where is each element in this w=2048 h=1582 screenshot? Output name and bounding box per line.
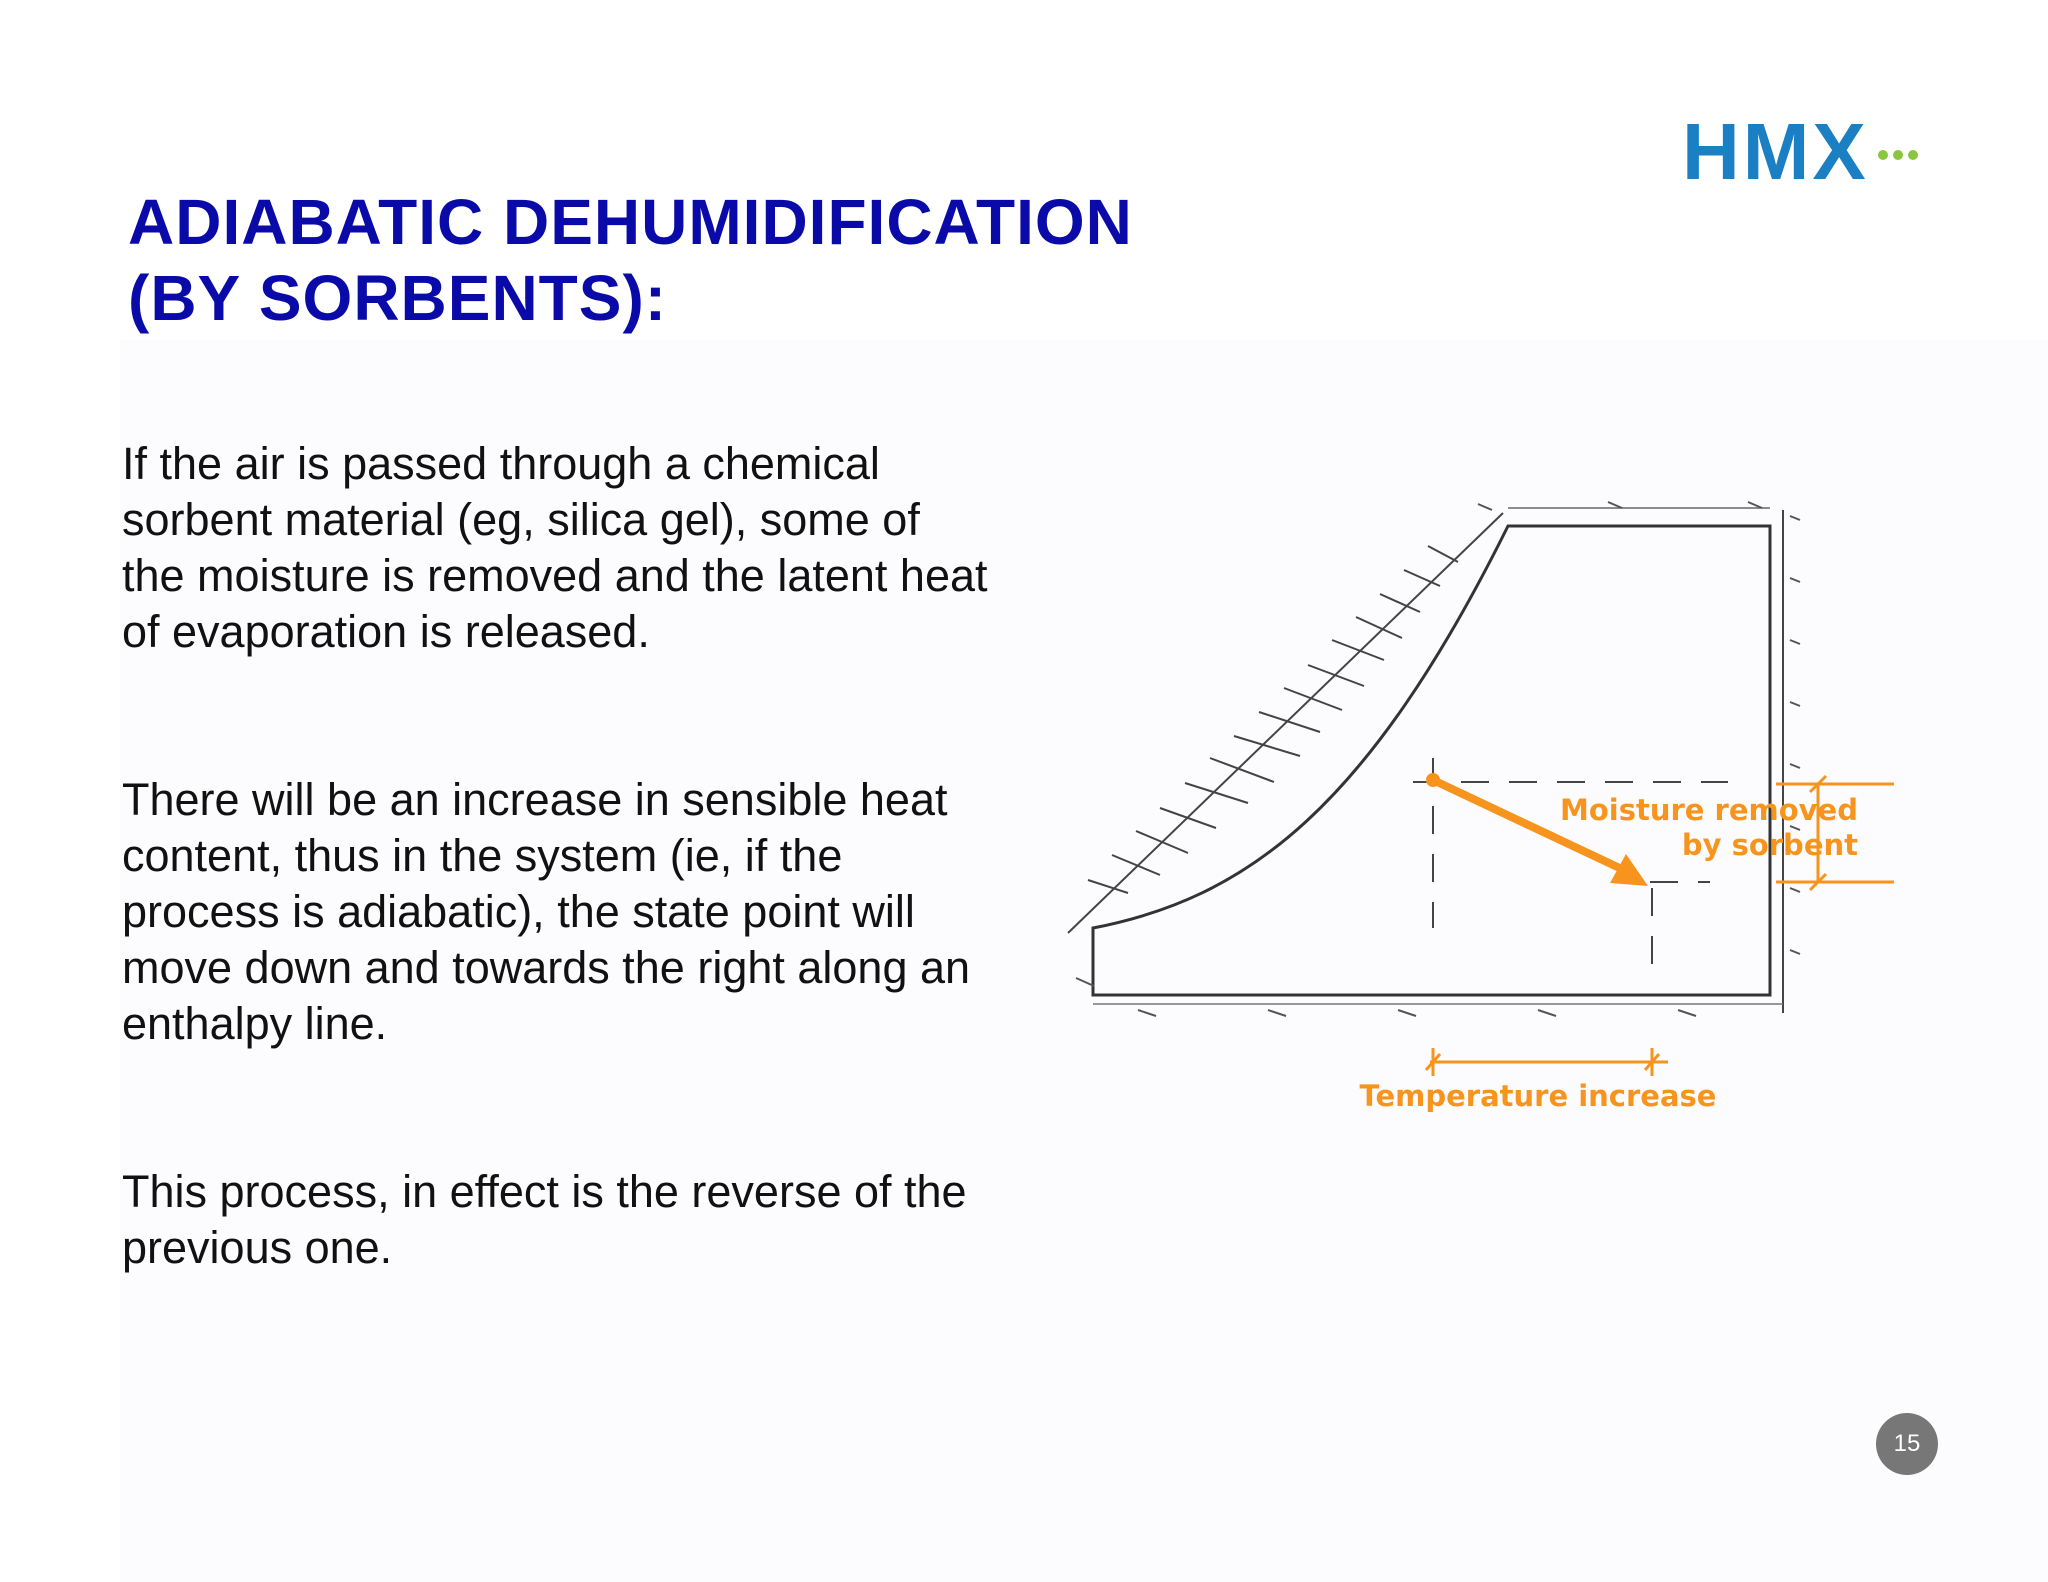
- moisture-label-line2: by sorbent: [1681, 828, 1858, 862]
- paragraph-line: content, thus in the system (ie, if the: [122, 830, 843, 881]
- page-number: 15: [1893, 1430, 1921, 1457]
- axis-ticks: [1076, 502, 1800, 1016]
- paragraph-reverse-process: [122, 1164, 1042, 1276]
- temperature-dimension: [1426, 1048, 1668, 1076]
- paragraph-line: If the air is passed through a chemical: [122, 438, 880, 489]
- slide-title-line: ADIABATIC DEHUMIDIFICATION: [128, 186, 1133, 258]
- slide-title-line: (BY SORBENTS):: [128, 262, 668, 334]
- logo-dot: [1908, 150, 1918, 160]
- paragraph-line: of evaporation is released.: [122, 606, 650, 657]
- logo-dots: [1878, 150, 1918, 160]
- hmx-logo: [1682, 107, 1932, 196]
- logo-dot: [1878, 150, 1888, 160]
- page-number-badge: [1876, 1413, 1938, 1475]
- paragraph-line: This process, in effect is the reverse of the: [122, 1166, 967, 1217]
- paragraph-line: the moisture is removed and the latent heat: [122, 550, 988, 601]
- moisture-label-line1: Moisture removed: [1559, 793, 1858, 827]
- psychrometric-diagram: [1048, 488, 1908, 1128]
- paragraph-line: sorbent material (eg, silica gel), some of: [122, 494, 920, 545]
- slide-title: [128, 184, 1328, 336]
- paragraph-line: There will be an increase in sensible heat: [122, 774, 948, 825]
- logo-letters: HMX: [1682, 107, 1869, 196]
- saturation-curve-hatching: [1068, 513, 1503, 933]
- logo-dot: [1893, 150, 1903, 160]
- paragraph-line: move down and towards the right along an: [122, 942, 971, 993]
- paragraph-line: previous one.: [122, 1222, 393, 1273]
- paragraph-line: enthalpy line.: [122, 998, 388, 1049]
- process-arrow: [1426, 773, 1648, 886]
- paragraph-sorbent: [122, 436, 1042, 660]
- temperature-label: Temperature increase: [1359, 1079, 1717, 1113]
- paragraph-line: process is adiabatic), the state point will: [122, 886, 915, 937]
- paragraph-sensible-heat: [122, 772, 1042, 1052]
- chart-outline: [1093, 508, 1783, 1013]
